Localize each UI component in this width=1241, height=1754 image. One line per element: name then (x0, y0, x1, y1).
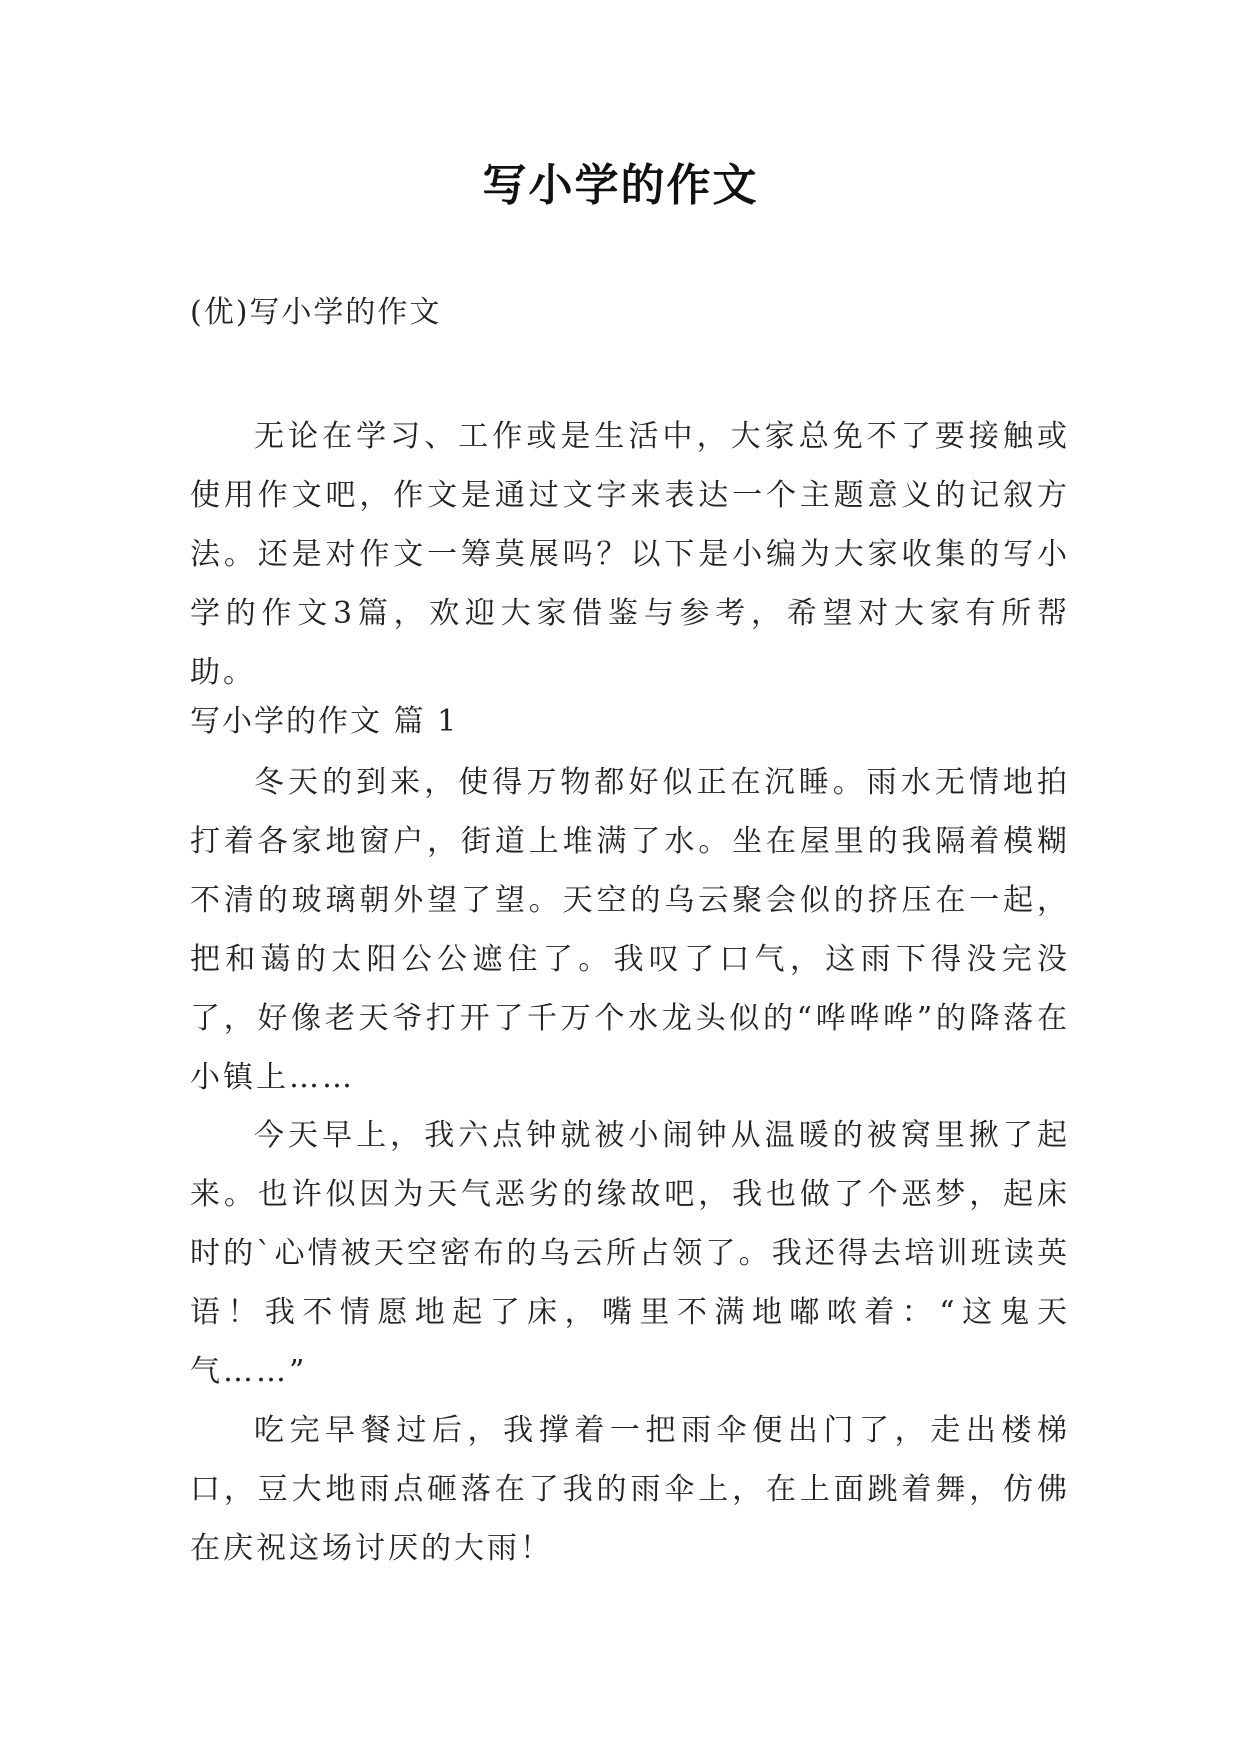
document-title: 写小学的作文 (482, 160, 759, 211)
body-paragraph-1: 冬天的到来，使得万物都好似正在沉睡。雨水无情地拍打着各家地窗户，街道上堆满了水。坐在屋里的我隔着模糊不清的玻璃朝外望了望。天空的乌云聚会似的挤压在一起，把和蔼的太阳公公遮住了。我叹了口气，这雨下得没完没了，好像老天爷打开了千万个水龙头似的“哗哗哗”的降落在小镇上…… (190, 765, 1070, 1095)
section-heading: 写小学的作文 篇 1 (190, 704, 459, 739)
body-paragraph-3: 吃完早餐过后，我撑着一把雨伞便出门了，走出楼梯口，豆大地雨点砸落在了我的雨伞上，在上面跳着舞，仿佛在庆祝这场讨厌的大雨！ (190, 1413, 1070, 1566)
document-subtitle: (优)写小学的作文 (190, 295, 442, 330)
body-paragraph-2: 今天早上，我六点钟就被小闹钟从温暖的被窝里揪了起来。也许似因为天气恶劣的缘故吧，我也做了个恶梦，起床时的`心情被天空密布的乌云所占领了。我还得去培训班读英语！我不情愿地起了床，嘴里不满地嘟哝着：“这鬼天气……” (190, 1118, 1070, 1389)
intro-paragraph: 无论在学习、工作或是生活中，大家总免不了要接触或使用作文吧，作文是通过文字来表达一个主题意义的记叙方法。还是对作文一筹莫展吗？以下是小编为大家收集的写小学的作文3篇，欢迎大家借鉴与参考，希望对大家有所帮助。 (190, 419, 1070, 690)
